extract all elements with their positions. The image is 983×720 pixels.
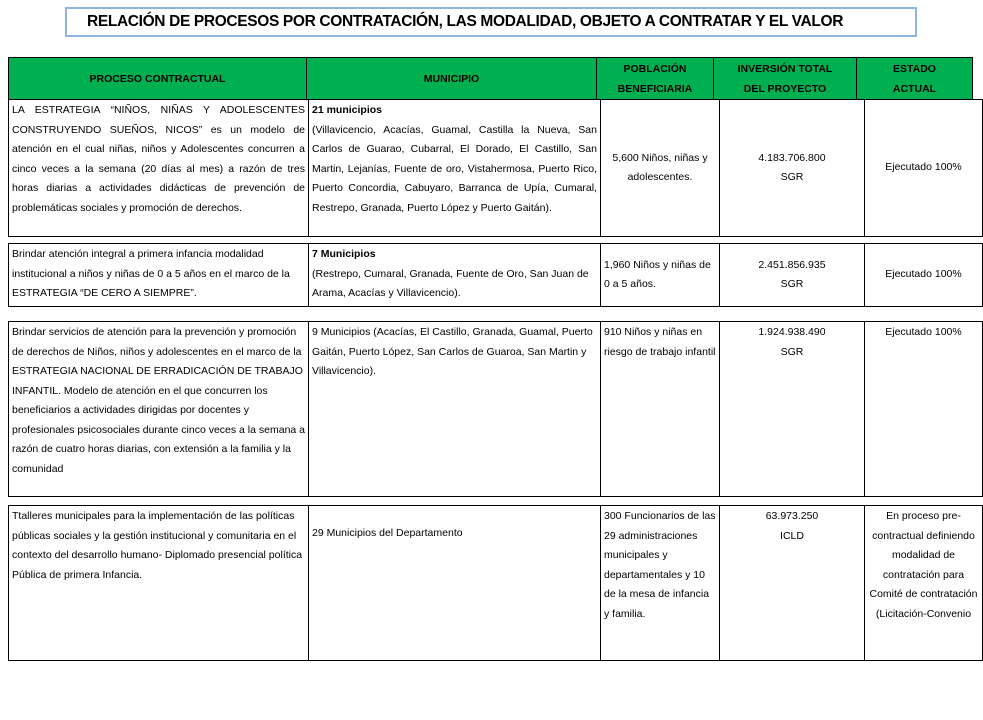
header-inversion: INVERSIÓN TOTAL DEL PROYECTO bbox=[714, 58, 857, 100]
table-row bbox=[8, 505, 983, 661]
proceso-cell: Brindar atención integral a primera infancia modalidad institucional a niños y niñas de 0 a 5 años en el marco de la ESTRATEGIA “DE CERO A SIEMPRE”. bbox=[9, 244, 309, 307]
header-proceso: PROCESO CONTRACTUAL bbox=[9, 58, 307, 100]
municipio-list: (Villavicencio, Acacías, Guamal, Castilla la Nueva, San Carlos de Guarao, Cubarral, El Dorado, El Castillo, San Martin, Lejanías, Fuente de oro, Vistahermosa, Puerto Rico, Puerto Concordia, Cabuyaro, Barranca de Upía, Cumaral, Restrepo, Granada, Puerto López y Puerto Gaitán). bbox=[312, 123, 597, 214]
proceso-cell: LA ESTRATEGIA “NIÑOS, NIÑAS Y ADOLESCENTES CONSTRUYENDO SUEÑOS, NICOS” es un modelo de atención en el cual niñas, niños y Adolescentes concurren a cinco veces a la semana (20 días al mes) a razón de tres horas diarias a actividades didácticas de prevención de problemáticas sociales y promoción de derechos. bbox=[9, 100, 309, 237]
header-municipio: MUNICIPIO bbox=[307, 58, 597, 100]
poblacion-cell: 300 Funcionarios de las 29 administraciones municipales y departamentales y 10 de la mesa de infancia y familia. bbox=[601, 506, 720, 661]
inversion-cell: 4.183.706.800 SGR bbox=[720, 100, 865, 237]
estado-cell: Ejecutado 100% bbox=[865, 100, 983, 237]
inversion-cell: 63.973.250 ICLD bbox=[720, 506, 865, 661]
inversion-cell: 2.451.856.935 SGR bbox=[720, 244, 865, 307]
proceso-cell: Ttalleres municipales para la implementación de las políticas públicas sociales y la gestión institucional y comunitaria en el contexto del desarrollo humano- Diplomado presencial política Pública de primera Infancia. bbox=[9, 506, 309, 661]
poblacion-cell: 1,960 Niños y niñas de 0 a 5 años. bbox=[601, 244, 720, 307]
table-row bbox=[8, 321, 983, 497]
inversion-cell: 1.924.938.490 SGR bbox=[720, 322, 865, 497]
title-box bbox=[65, 7, 917, 37]
municipio-cell: 9 Municipios (Acacías, El Castillo, Granada, Guamal, Puerto Gaitán, Puerto López, San Carlos de Guaroa, San Martin y Villavicencio). bbox=[309, 322, 601, 497]
table-row bbox=[8, 243, 983, 307]
proceso-cell: Brindar servicios de atención para la prevención y promoción de derechos de Niños, niños y adolescentes en el marco de la ESTRATEGIA NACIONAL DE ERRADICACIÓN DE TRABAJO INFANTIL. Modelo de atención en el que concurren los beneficiarios a actividades dirigidas por docentes y profesionales psicosociales durante cinco veces a la semana a razón de cuatro horas diarias, con extensión a la familia y la comunidad bbox=[9, 322, 309, 497]
header-estado: ESTADO ACTUAL bbox=[857, 58, 973, 100]
estado-cell: Ejecutado 100% bbox=[865, 244, 983, 307]
municipio-cell bbox=[309, 244, 601, 307]
municipio-list: (Restrepo, Cumaral, Granada, Fuente de Oro, San Juan de Arama, Acacías y Villavicencio). bbox=[312, 267, 589, 299]
estado-cell: En proceso pre-contractual definiendo modalidad de contratación para Comité de contratación (Licitación-Convenio bbox=[865, 506, 983, 661]
table-row bbox=[8, 99, 983, 237]
header-poblacion: POBLACIÓN BENEFICIARIA bbox=[597, 58, 714, 100]
estado-cell: Ejecutado 100% bbox=[865, 322, 983, 497]
page-title: RELACIÓN DE PROCESOS POR CONTRATACIÓN, LAS MODALIDAD, OBJETO A CONTRATAR Y EL VALOR bbox=[87, 13, 844, 30]
poblacion-cell: 5,600 Niños, niñas y adolescentes. bbox=[601, 100, 720, 237]
municipio-count: 21 municipios bbox=[312, 104, 383, 116]
municipio-cell bbox=[309, 100, 601, 237]
municipio-cell: 29 Municipios del Departamento bbox=[309, 506, 601, 661]
poblacion-cell: 910 Niños y niñas en riesgo de trabajo infantil bbox=[601, 322, 720, 497]
header-table bbox=[8, 57, 973, 100]
municipio-count: 7 Municipios bbox=[312, 248, 376, 260]
